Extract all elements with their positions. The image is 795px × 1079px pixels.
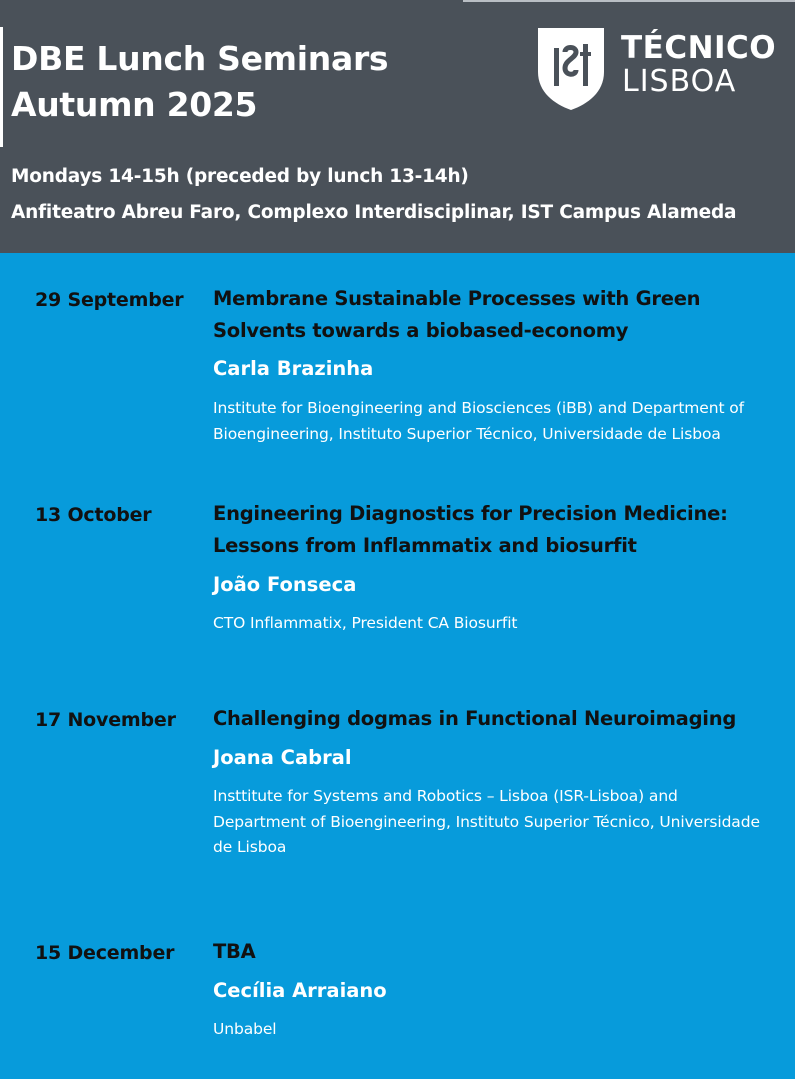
event-date: 29 September bbox=[35, 289, 184, 311]
title-accent-bar bbox=[0, 27, 3, 147]
location-text: Anfiteatro Abreu Faro, Complexo Interdisciplinar, IST Campus Alameda bbox=[11, 202, 737, 223]
logo-word-lisboa: LISBOA bbox=[622, 64, 737, 99]
event-speaker: Carla Brazinha bbox=[213, 357, 374, 380]
header-banner bbox=[0, 0, 795, 253]
page-title bbox=[11, 36, 388, 128]
seminar-list bbox=[0, 253, 795, 1079]
event-speaker: Joana Cabral bbox=[213, 746, 352, 769]
logo-word-tecnico: TÉCNICO bbox=[621, 30, 777, 66]
top-divider bbox=[463, 0, 795, 2]
event-affiliation: Insttitute for Systems and Robotics – Lisboa (ISR-Lisboa) and Department of Bioengineering, Instituto Superior Técnico, Universidade de Lisboa bbox=[213, 787, 760, 856]
event-title: Challenging dogmas in Functional Neuroimaging bbox=[213, 707, 737, 730]
event-speaker: Cecília Arraiano bbox=[213, 979, 387, 1002]
schedule-text: Mondays 14-15h (preceded by lunch 13-14h) bbox=[11, 166, 469, 187]
event-affiliation: Institute for Bioengineering and Biosciences (iBB) and Department of Bioengineering, Instituto Superior Técnico, Universidade de Lisboa bbox=[213, 399, 745, 443]
event-speaker: João Fonseca bbox=[213, 573, 357, 596]
event-date: 17 November bbox=[35, 709, 176, 731]
event-affiliation: Unbabel bbox=[213, 1020, 277, 1038]
event-date: 13 October bbox=[35, 504, 152, 526]
event-date: 15 December bbox=[35, 942, 175, 964]
event-title: Engineering Diagnostics for Precision Medicine: Lessons from Inflammatix and biosurfit bbox=[213, 502, 728, 557]
event-title: TBA bbox=[213, 940, 256, 963]
page-title-line1: DBE Lunch Seminars bbox=[11, 39, 389, 78]
page-title-line2: Autumn 2025 bbox=[11, 85, 258, 124]
tecnico-lisboa-logo bbox=[536, 26, 777, 112]
event-title: Membrane Sustainable Processes with Green Solvents towards a biobased-economy bbox=[213, 287, 701, 342]
ist-shield-icon bbox=[536, 26, 608, 112]
event-affiliation: CTO Inflammatix, President CA Biosurfit bbox=[213, 614, 518, 632]
